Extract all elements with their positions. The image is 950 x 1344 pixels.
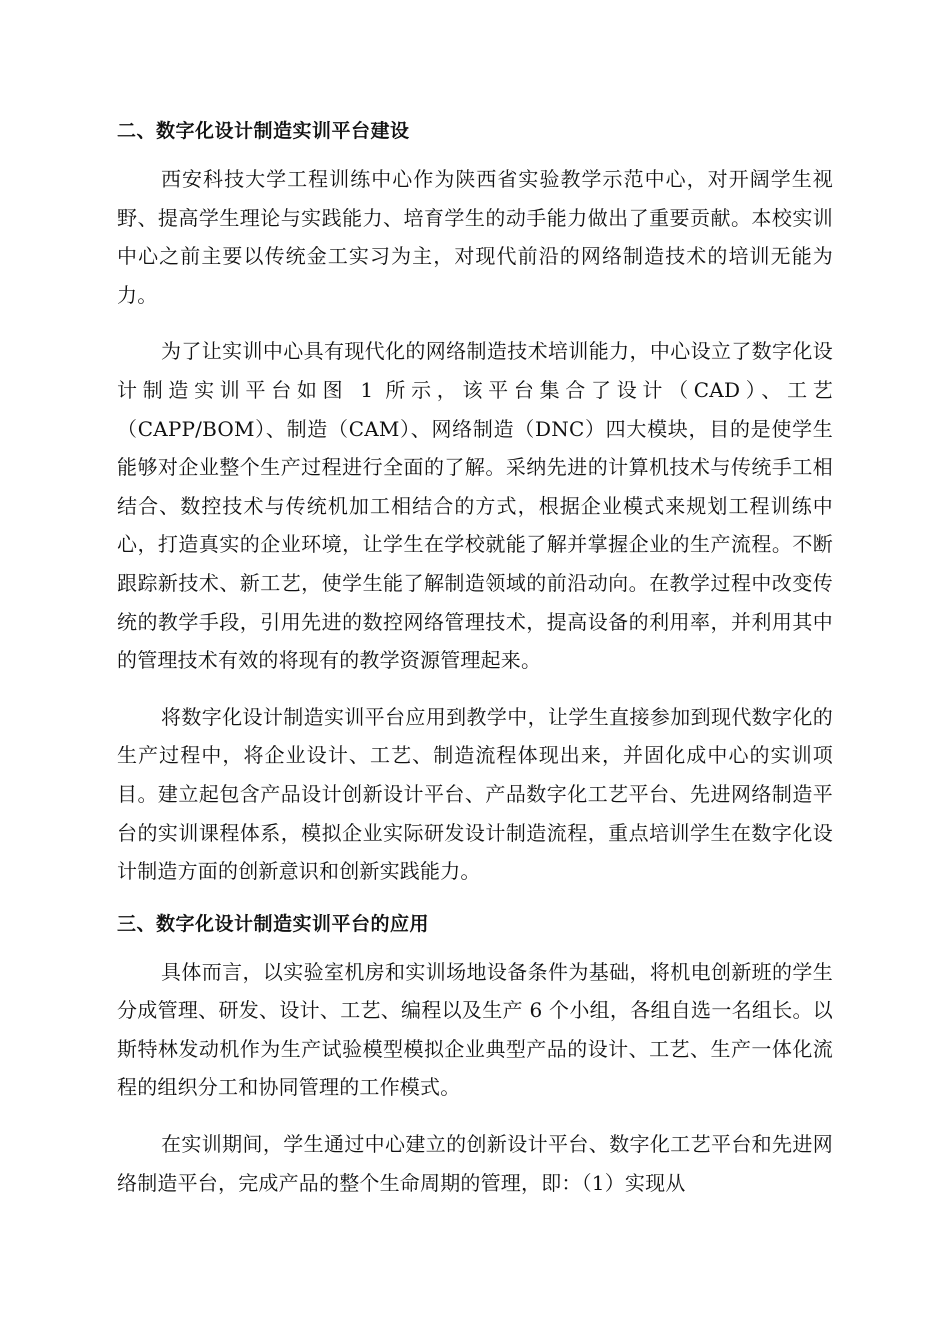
- paragraph-platform-description: 为了让实训中心具有现代化的网络制造技术培训能力，中心设立了数字化设计制造实训平台如图 1 所示，该平台集合了设计（CAD）、工艺（CAPP/BOM）、制造（CAM）、网络制造（DNC）四大模块，目的是使学生能够对企业整个生产过程进行全面的了解。采纳先进的计算机技术与传统手工相结合、数控技术与传统机加工相结合的方式，根据企业模式来规划工程训练中心，打造真实的企业环境，让学生在学校就能了解并掌握企业的生产流程。不断跟踪新技术、新工艺，使学生能了解制造领域的前沿动向。在教学过程中改变传统的教学手段，引用先进的数控网络管理技术，提高设备的利用率，并利用其中的管理技术有效的将现有的教学资源管理起来。: [117, 339, 833, 673]
- paragraph-center-introduction: 西安科技大学工程训练中心作为陕西省实验教学示范中心，对开阔学生视野、提高学生理论与实践能力、培育学生的动手能力做出了重要贡献。本校实训中心之前主要以传统金工实习为主，对现代前沿的网络制造技术的培训无能为力。: [117, 167, 833, 307]
- document-page: [117, 112, 833, 1220]
- section-heading-platform-application: 三、数字化设计制造实训平台的应用: [117, 912, 430, 935]
- paragraph-platform-teaching: 将数字化设计制造实训平台应用到教学中，让学生直接参加到现代数字化的生产过程中，将企业设计、工艺、制造流程体现出来，并固化成中心的实训项目。建立起包含产品设计创新设计平台、产品数字化工艺平台、先进网络制造平台的实训课程体系，模拟企业实际研发设计制造流程，重点培训学生在数字化设计制造方面的创新意识和创新实践能力。: [117, 704, 833, 884]
- paragraph-student-groups: 具体而言，以实验室机房和实训场地设备条件为基础，将机电创新班的学生分成管理、研发、设计、工艺、编程以及生产 6 个小组，各组自选一名组长。以斯特林发动机作为生产试验模型模拟企业典型产品的设计、工艺、生产一体化流程的组织分工和协同管理的工作模式。: [117, 959, 833, 1100]
- paragraph-training-period: 在实训期间，学生通过中心建立的创新设计平台、数字化工艺平台和先进网络制造平台，完成产品的整个生命周期的管理，即：（1）实现从: [117, 1132, 833, 1195]
- section-heading-platform-construction: 二、数字化设计制造实训平台建设: [117, 120, 410, 142]
